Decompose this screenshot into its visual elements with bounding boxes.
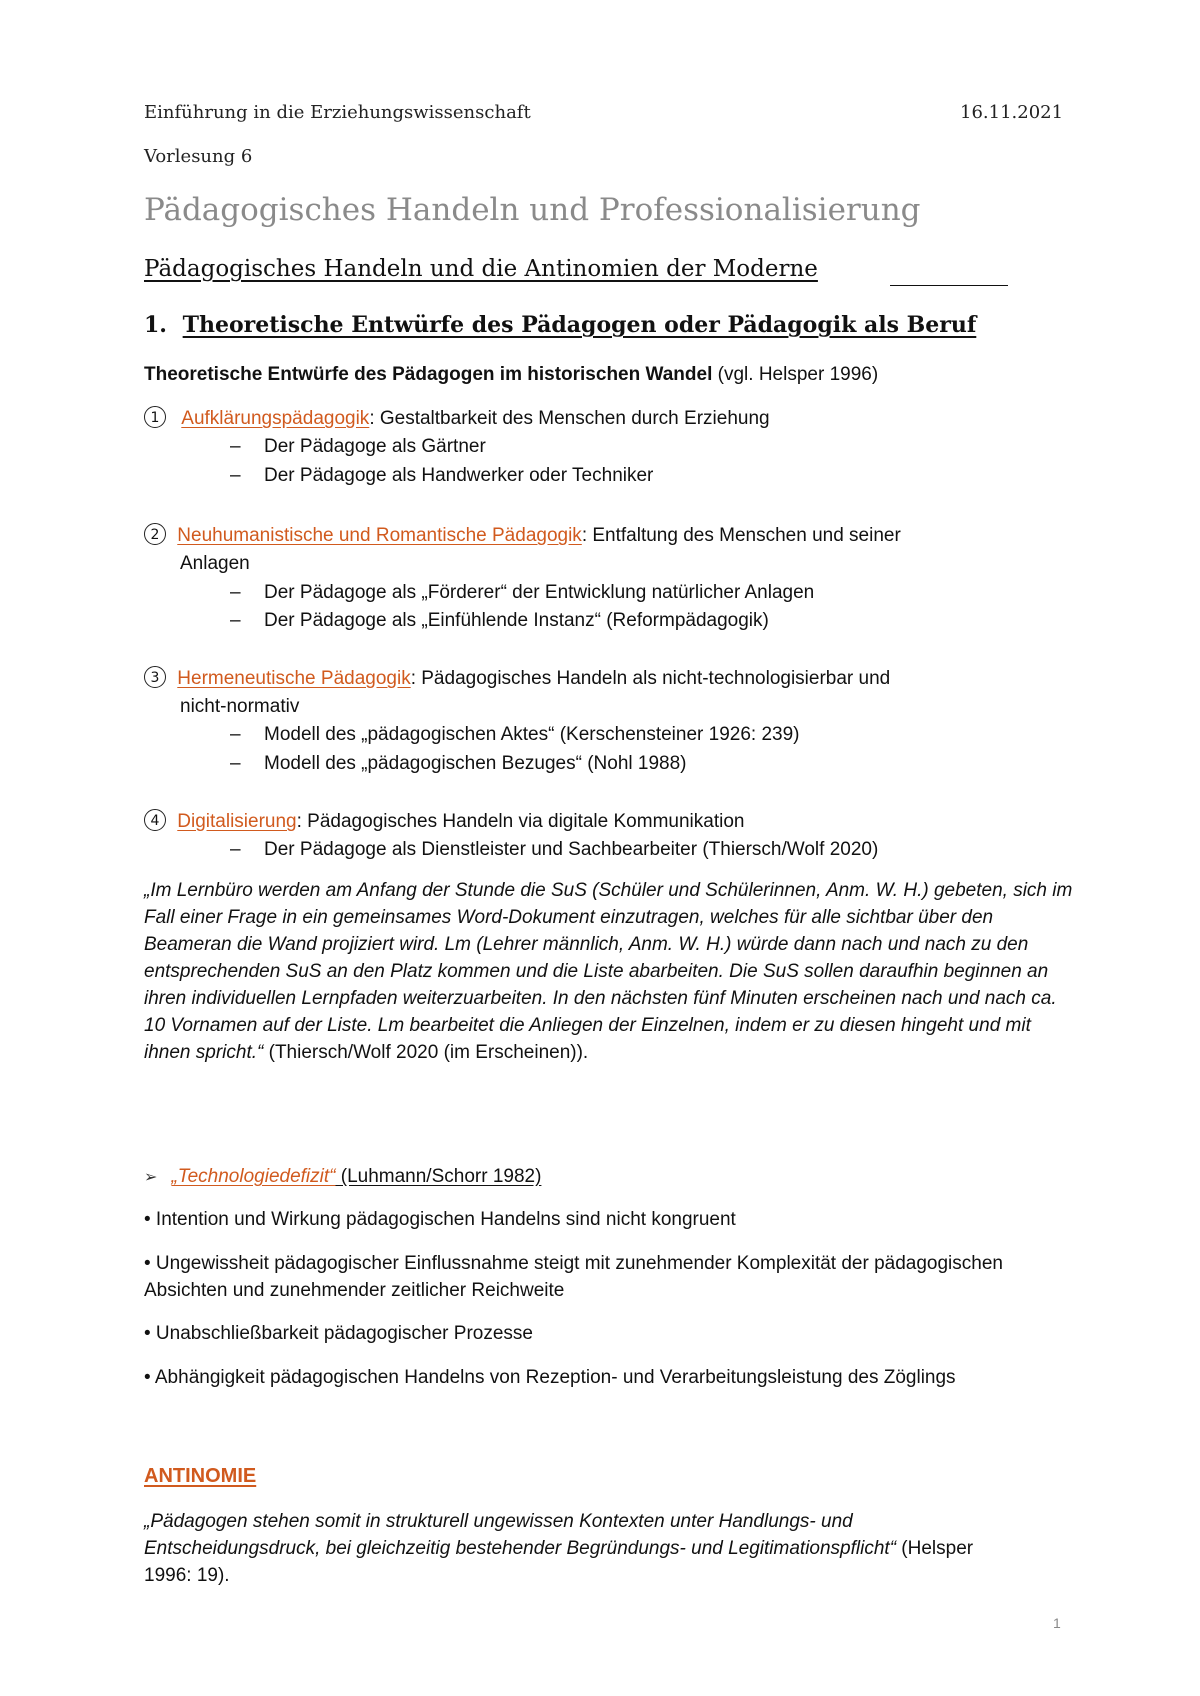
sub-item: – Modell des „pädagogischen Aktes“ (Kerschensteiner 1926: 239)	[230, 724, 800, 745]
list-item	[144, 405, 770, 432]
item-desc: : Entfaltung des Menschen und seiner	[581, 525, 901, 546]
item-term: Neuhumanistische und Romantische Pädagogik	[177, 525, 582, 546]
bullet-item: • Unabschließbarkeit pädagogischer Prozesse	[144, 1323, 533, 1344]
sub-item-text: Modell des „pädagogischen Bezuges“ (Nohl 1988)	[264, 753, 687, 774]
item-desc: : Gestaltbarkeit des Menschen durch Erziehung	[369, 408, 770, 429]
quote-text: „Im Lernbüro werden am Anfang der Stunde die SuS (Schüler und Schülerinnen, Anm. W. H.) gebeten, sich im Fall einer Frage in ein gemeinsames Word-Dokument einzutragen, welches für alle sichtbar über den Beameran die Wand projiziert wird. Lm (Lehrer männlich, Anm. W. H.) würde dann nach und nach zu den entsprechenden SuS an den Platz kommen und die Liste abarbeiten. Die SuS sollen daraufhin beginnen an ihren individuellen Lernpfaden weiterzuarbeiten. In den nächsten fünf Minuten erscheinen nach und nach ca. 10 Vornamen auf der Liste. Lm bearbeitet die Anliegen der Einzelnen, indem er zu diesen hingeht und mit ihnen spricht.“	[144, 880, 1073, 1063]
sub-item: – Der Pädagoge als „Einfühlende Instanz“ (Reformpädagogik)	[230, 610, 769, 631]
sub-item-text: Modell des „pädagogischen Aktes“ (Kerschensteiner 1926: 239)	[264, 724, 800, 745]
section-heading	[144, 312, 976, 338]
bullet-item: • Intention und Wirkung pädagogischen Handelns sind nicht kongruent	[144, 1209, 736, 1230]
item-desc-cont: Anlagen	[180, 553, 250, 574]
antinomie-citation: (Helsper 1996: 19).	[144, 1538, 974, 1586]
antinomie-quote-text: „Pädagogen stehen somit in strukturell ungewissen Kontexten unter Handlungs- und Entscheidungsdruck, bei gleichzeitig bestehender Begründungs- und Legitimationspflicht“	[144, 1511, 897, 1559]
sub-item: – Modell des „pädagogischen Bezuges“ (Nohl 1988)	[230, 753, 687, 774]
item-desc: : Pädagogisches Handeln als nicht-technologisierbar und	[410, 668, 891, 689]
subheading	[144, 364, 878, 386]
page-title: Pädagogisches Handeln und Professionalisierung	[144, 192, 921, 228]
section-number: 1.	[144, 312, 167, 338]
sub-item-text: Der Pädagoge als Dienstleister und Sachbearbeiter (Thiersch/Wolf 2020)	[264, 839, 879, 860]
sub-item-text: Der Pädagoge als „Förderer“ der Entwicklung natürlicher Anlagen	[264, 582, 815, 603]
sub-item: – Der Pädagoge als Handwerker oder Techniker	[230, 465, 654, 486]
item-desc: : Pädagogisches Handeln via digitale Kommunikation	[296, 811, 745, 832]
list-item	[144, 665, 890, 692]
sub-item: – Der Pädagoge als „Förderer“ der Entwicklung natürlicher Anlagen	[230, 582, 815, 603]
course-name: Einführung in die Erziehungswissenschaft	[144, 102, 531, 123]
sub-item: – Der Pädagoge als Dienstleister und Sachbearbeiter (Thiersch/Wolf 2020)	[230, 839, 879, 860]
subheading-ref: (vgl. Helsper 1996)	[717, 364, 879, 385]
bullet-item: • Abhängigkeit pädagogischen Handelns von Rezeption- und Verarbeitungsleistung des Zöglings	[144, 1367, 956, 1388]
number-circle: 3	[144, 666, 166, 688]
technologie-ref: (Luhmann/Schorr 1982)	[335, 1166, 542, 1187]
item-term: Hermeneutische Pädagogik	[177, 668, 411, 689]
arrow-icon: ➢	[144, 1169, 158, 1186]
sub-item-text: Der Pädagoge als Handwerker oder Techniker	[264, 465, 654, 486]
antinomie-quote	[144, 1508, 1014, 1589]
subtitle-rule	[890, 285, 1008, 286]
sub-item-text: Der Pädagoge als Gärtner	[264, 436, 486, 457]
page-number: 1	[1053, 1615, 1061, 1631]
bullet-item: • Ungewissheit pädagogischer Einflussnahme steigt mit zunehmender Komplexität der pädagogischen Absichten und zunehmender zeitlicher Reichweite	[144, 1253, 1003, 1301]
number-circle: 4	[144, 809, 166, 831]
item-desc-cont: nicht-normativ	[180, 696, 300, 717]
lecture-label: Vorlesung 6	[144, 146, 253, 167]
sub-item-text: Der Pädagoge als „Einfühlende Instanz“ (Reformpädagogik)	[264, 610, 769, 631]
quote-block	[144, 877, 1074, 1066]
quote-citation: (Thiersch/Wolf 2020 (im Erscheinen)).	[263, 1042, 589, 1063]
item-term: Aufklärungspädagogik	[181, 408, 370, 429]
number-circle: 2	[144, 523, 166, 545]
antinomie-label: ANTINOMIE	[144, 1465, 257, 1487]
sub-item: – Der Pädagoge als Gärtner	[230, 436, 486, 457]
subheading-bold: Theoretische Entwürfe des Pädagogen im historischen Wandel	[144, 364, 713, 385]
header-date: 16.11.2021	[960, 102, 1064, 123]
technologie-term: „Technologiedefizit“	[171, 1166, 336, 1187]
page-subtitle: Pädagogisches Handeln und die Antinomien der Moderne	[144, 256, 818, 282]
list-item	[144, 808, 744, 835]
item-term: Digitalisierung	[177, 811, 297, 832]
technologie-heading	[144, 1163, 541, 1191]
section-title: Theoretische Entwürfe des Pädagogen oder Pädagogik als Beruf	[182, 312, 977, 338]
list-item	[144, 522, 901, 549]
number-circle: 1	[144, 406, 166, 428]
